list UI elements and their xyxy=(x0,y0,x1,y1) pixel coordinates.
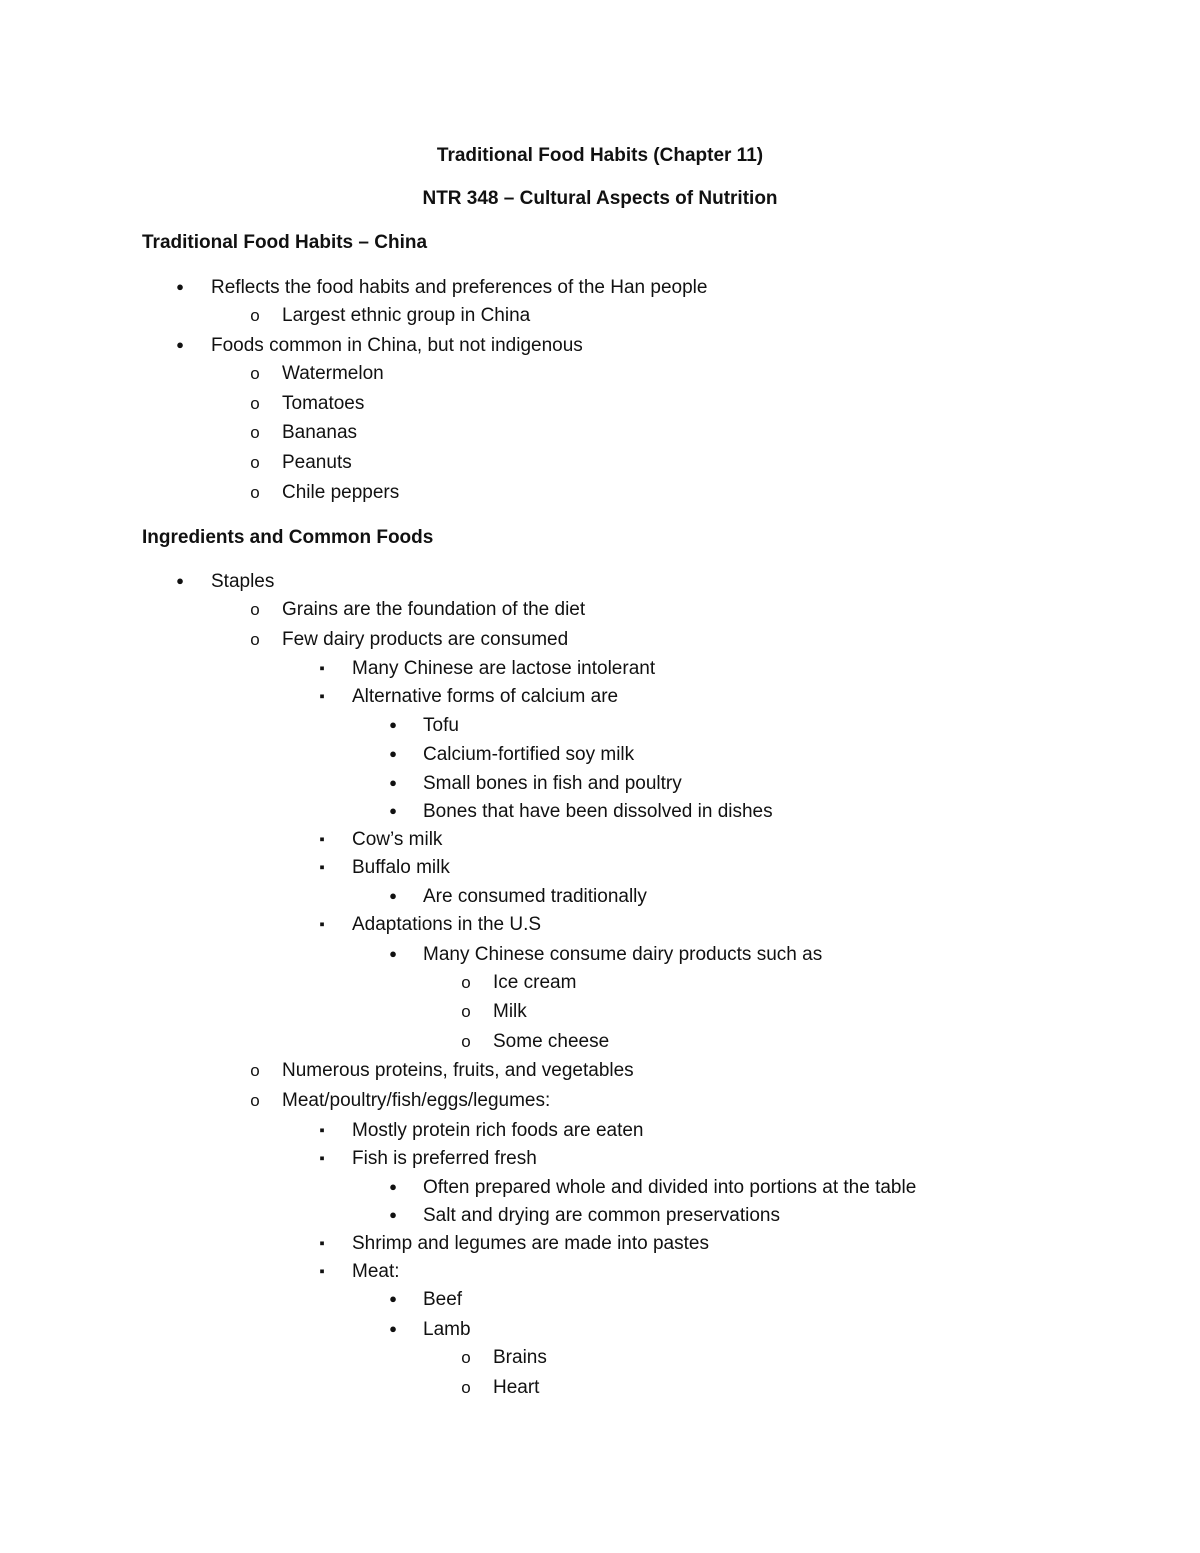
bullet-icon xyxy=(383,1318,403,1343)
list-item: Many Chinese consume dairy products such as xyxy=(423,944,823,965)
bullet-icon xyxy=(456,1376,476,1400)
list-item: Meat/poultry/fish/eggs/legumes: xyxy=(282,1090,551,1111)
bullet-icon xyxy=(456,1030,476,1054)
bullet-icon xyxy=(312,685,332,710)
bullet-icon xyxy=(456,1000,476,1024)
list-item: Alternative forms of calcium are xyxy=(352,686,619,707)
list-item: Heart xyxy=(493,1377,540,1398)
list-item: Buffalo milk xyxy=(352,857,450,878)
bullet-icon xyxy=(383,743,403,768)
bullet-icon xyxy=(383,800,403,825)
bullet-icon xyxy=(312,856,332,881)
list-item: Salt and drying are common preservations xyxy=(423,1205,780,1226)
bullet-icon xyxy=(245,1089,265,1113)
list-item: Largest ethnic group in China xyxy=(282,305,531,326)
list-item: Numerous proteins, fruits, and vegetables xyxy=(282,1060,634,1081)
list-item: Calcium-fortified soy milk xyxy=(423,744,635,765)
bullet-icon xyxy=(312,657,332,682)
list-item: Beef xyxy=(423,1289,463,1310)
list-item: Often prepared whole and divided into portions at the table xyxy=(423,1177,917,1198)
list-item: Few dairy products are consumed xyxy=(282,629,569,650)
bullet-icon xyxy=(170,276,190,301)
bullet-icon xyxy=(245,421,265,445)
list-item: Shrimp and legumes are made into pastes xyxy=(352,1233,709,1254)
bullet-icon xyxy=(245,481,265,505)
bullet-icon xyxy=(170,334,190,359)
bullet-icon xyxy=(456,1346,476,1370)
document-title: Traditional Food Habits (Chapter 11) xyxy=(436,145,764,166)
list-item: Staples xyxy=(211,571,275,592)
list-item: Are consumed traditionally xyxy=(423,886,647,907)
bullet-icon xyxy=(383,1288,403,1313)
list-item: Many Chinese are lactose intolerant xyxy=(352,658,656,679)
list-item: Ice cream xyxy=(493,972,577,993)
bullet-icon xyxy=(170,570,190,595)
list-item: Fish is preferred fresh xyxy=(352,1148,537,1169)
bullet-icon xyxy=(383,714,403,739)
bullet-icon xyxy=(312,1232,332,1257)
list-item: Grains are the foundation of the diet xyxy=(282,599,586,620)
bullet-icon xyxy=(245,362,265,386)
list-item: Chile peppers xyxy=(282,482,400,503)
bullet-icon xyxy=(383,885,403,910)
list-item: Tomatoes xyxy=(282,393,365,414)
bullet-icon xyxy=(383,1176,403,1201)
list-item: Bananas xyxy=(282,422,358,443)
bullet-icon xyxy=(245,628,265,652)
list-item: Foods common in China, but not indigenous xyxy=(211,335,583,356)
list-item: Tofu xyxy=(423,715,459,736)
list-item: Adaptations in the U.S xyxy=(352,914,542,935)
bullet-icon xyxy=(312,1260,332,1285)
section-heading: Ingredients and Common Foods xyxy=(142,527,434,548)
document-subtitle: NTR 348 – Cultural Aspects of Nutrition xyxy=(422,188,778,209)
bullet-icon xyxy=(245,451,265,475)
list-item: Peanuts xyxy=(282,452,352,473)
bullet-icon xyxy=(383,1204,403,1229)
bullet-icon xyxy=(312,1119,332,1144)
bullet-icon xyxy=(312,913,332,938)
bullet-icon xyxy=(383,943,403,968)
list-item: Watermelon xyxy=(282,363,384,384)
list-item: Cow’s milk xyxy=(352,829,443,850)
bullet-icon xyxy=(312,1147,332,1172)
list-item: Some cheese xyxy=(493,1031,610,1052)
list-item: Brains xyxy=(493,1347,547,1368)
list-item: Meat: xyxy=(352,1261,400,1282)
list-item: Mostly protein rich foods are eaten xyxy=(352,1120,644,1141)
list-item: Milk xyxy=(493,1001,527,1022)
list-item: Reflects the food habits and preferences of the Han people xyxy=(211,277,708,298)
bullet-icon xyxy=(312,828,332,853)
bullet-icon xyxy=(383,772,403,797)
list-item: Lamb xyxy=(423,1319,471,1340)
bullet-icon xyxy=(245,598,265,622)
bullet-icon xyxy=(245,1059,265,1083)
section-heading: Traditional Food Habits – China xyxy=(142,232,428,253)
bullet-icon xyxy=(245,392,265,416)
bullet-icon xyxy=(245,304,265,328)
bullet-icon xyxy=(456,971,476,995)
list-item: Small bones in fish and poultry xyxy=(423,773,682,794)
list-item: Bones that have been dissolved in dishes xyxy=(423,801,773,822)
